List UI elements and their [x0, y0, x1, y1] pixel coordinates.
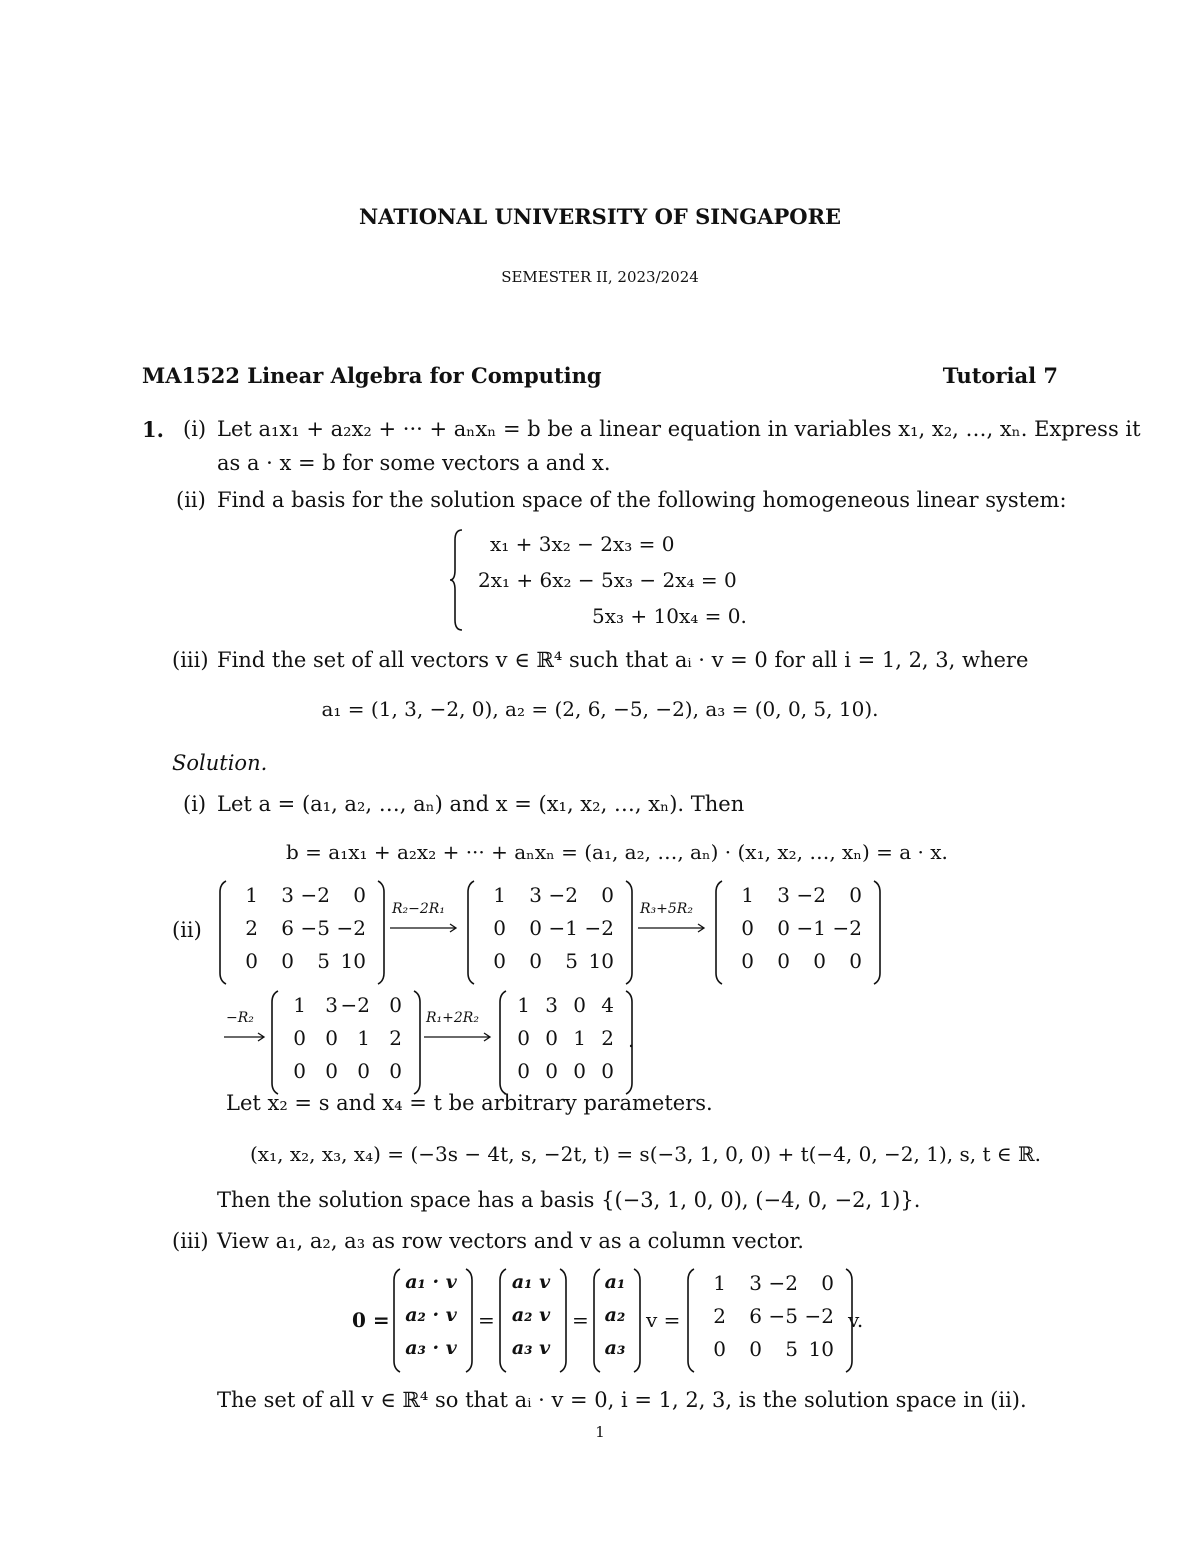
- matrix-step-2-entry: 0: [849, 949, 862, 973]
- matrix-a-entry: −2: [300, 883, 330, 907]
- equals-sign-2: =: [572, 1308, 589, 1332]
- matrix-step-1-entry: −2: [548, 883, 578, 907]
- op-neg-r2-arrow: [224, 1032, 266, 1042]
- tutorial-label: Tutorial 7: [942, 363, 1058, 388]
- matrix-step-3-entry: 1: [293, 993, 306, 1017]
- op-r3-plus-5r2-arrow: [638, 923, 706, 933]
- matrix-a-entry: 0: [245, 949, 258, 973]
- coefficient-matrix-entry: 3: [749, 1271, 762, 1295]
- matrix-step-3-entry: 0: [293, 1059, 306, 1083]
- dot-column-entry: a₃ · v: [405, 1337, 457, 1359]
- parameter-text: Let x₂ = s and x₄ = t be arbitrary parameters.: [226, 1091, 713, 1115]
- matrix-step-1-entry: 0: [493, 949, 506, 973]
- coefficient-matrix-entry: −2: [768, 1271, 798, 1295]
- solution-part-i-label: (i): [183, 792, 207, 816]
- matrix-step-3-entry: 0: [325, 1059, 338, 1083]
- page-number: 1: [595, 1423, 605, 1441]
- matrix-a-entry: 0: [353, 883, 366, 907]
- matrix-step-3-entry: 0: [357, 1059, 370, 1083]
- question-part-ii-text: Find a basis for the solution space of the following homogeneous linear system:: [217, 488, 1067, 512]
- matrix-rref-entry: 0: [517, 1026, 530, 1050]
- conclusion-text: The set of all v ∈ ℝ⁴ so that aᵢ · v = 0, i = 1, 2, 3, is the solution space in (ii).: [217, 1388, 1027, 1412]
- row-vector-column-entry: a₂: [604, 1304, 626, 1326]
- row-vector-column-right-bracket: [632, 1268, 642, 1373]
- question-part-iii-label: (iii): [172, 648, 209, 672]
- matrix-a-entry: 2: [245, 916, 258, 940]
- op-r3-plus-5r2-label: R₃+5R₂: [640, 901, 693, 917]
- matrix-step-3-right-bracket: [412, 990, 422, 1095]
- coefficient-matrix-entry: 10: [808, 1337, 834, 1361]
- matrix-step-2-entry: −1: [796, 916, 826, 940]
- solution-part-iii-label: (iii): [172, 1229, 209, 1253]
- matrix-step-1-entry: 3: [529, 883, 542, 907]
- question-part-ii-label: (ii): [176, 488, 206, 512]
- university-title: NATIONAL UNIVERSITY OF SINGAPORE: [358, 204, 842, 229]
- matrix-a-entry: 10: [340, 949, 366, 973]
- op-neg-r2-label: −R₂: [226, 1010, 254, 1026]
- matrix-step-2-entry: 3: [777, 883, 790, 907]
- coefficient-matrix-entry: −2: [804, 1304, 834, 1328]
- matrix-a-entry: 3: [281, 883, 294, 907]
- solution-part-i-equation: b = a₁x₁ + a₂x₂ + ··· + aₙxₙ = (a₁, a₂, …, aₙ) · (x₁, x₂, …, xₙ) = a · x.: [286, 840, 948, 864]
- coefficient-matrix-entry: 1: [713, 1271, 726, 1295]
- zero-vector-lhs: 0 =: [352, 1308, 390, 1332]
- matrix-step-2-entry: −2: [796, 883, 826, 907]
- matrix-a-entry: 0: [281, 949, 294, 973]
- product-column-entry: a₂ v: [511, 1304, 551, 1326]
- matrix-rref-entry: 0: [517, 1059, 530, 1083]
- matrix-step-2-right-bracket: [872, 880, 882, 985]
- op-r1-plus-2r2-label: R₁+2R₂: [426, 1010, 479, 1026]
- basis-statement: Then the solution space has a basis {(−3, 1, 0, 0), (−4, 0, −2, 1)}.: [217, 1188, 921, 1212]
- matrix-step-2-entry: 0: [813, 949, 826, 973]
- matrix-rref-entry: 2: [601, 1026, 614, 1050]
- matrix-step-1-entry: 0: [529, 916, 542, 940]
- question-part-i-text: Let a₁x₁ + a₂x₂ + ··· + aₙxₙ = b be a linear equation in variables x₁, x₂, …, xₙ. Express it: [217, 417, 1141, 441]
- matrix-rref-entry: 0: [573, 993, 586, 1017]
- solution-part-ii-label: (ii): [172, 918, 202, 942]
- v-equals: v =: [646, 1308, 681, 1332]
- solution-heading: Solution.: [172, 751, 268, 775]
- matrix-step-3-entry: 3: [325, 993, 338, 1017]
- matrix-rref-entry: 1: [573, 1026, 586, 1050]
- matrix-a-entry: 1: [245, 883, 258, 907]
- matrix-step-2-entry: 0: [849, 883, 862, 907]
- solution-part-iii-text: View a₁, a₂, a₃ as row vectors and v as a column vector.: [217, 1229, 804, 1253]
- matrix-a-entry: −2: [336, 916, 366, 940]
- coefficient-matrix-entry: 0: [713, 1337, 726, 1361]
- coefficient-matrix-entry: 0: [749, 1337, 762, 1361]
- op-r2-minus-2r1-arrow: [390, 923, 458, 933]
- question-part-i-label: (i): [183, 417, 207, 441]
- matrix-step-1-entry: 5: [565, 949, 578, 973]
- matrix-step-3-entry: 0: [389, 993, 402, 1017]
- matrix-step-3-entry: 1: [357, 1026, 370, 1050]
- matrix-step-1-entry: 1: [493, 883, 506, 907]
- op-r1-plus-2r2-arrow: [424, 1032, 492, 1042]
- coefficient-matrix-entry: 0: [821, 1271, 834, 1295]
- solution-part-i-text: Let a = (a₁, a₂, …, aₙ) and x = (x₁, x₂, …, xₙ). Then: [217, 792, 745, 816]
- matrix-a-entry: 6: [281, 916, 294, 940]
- coefficient-matrix-entry: −5: [768, 1304, 798, 1328]
- matrix-step-1-entry: −1: [548, 916, 578, 940]
- semester-line: SEMESTER II, 2023/2024: [501, 268, 699, 286]
- matrix-step-2-entry: 0: [741, 916, 754, 940]
- matrix-a-right-bracket: [376, 880, 386, 985]
- matrix-step-2-entry: 0: [777, 916, 790, 940]
- system-equation-3: 5x₃ + 10x₄ = 0.: [592, 604, 747, 628]
- matrix-step-3-entry: 0: [325, 1026, 338, 1050]
- matrix-rref-entry: 1: [517, 993, 530, 1017]
- course-title: MA1522 Linear Algebra for Computing: [142, 363, 602, 388]
- matrix-a-entry: 5: [317, 949, 330, 973]
- matrix-rref-entry: 4: [601, 993, 614, 1017]
- matrix-step-1-entry: 0: [601, 883, 614, 907]
- product-column-entry: a₁ v: [511, 1271, 551, 1293]
- matrix-a-entry: −5: [300, 916, 330, 940]
- given-vectors: a₁ = (1, 3, −2, 0), a₂ = (2, 6, −5, −2), a₃ = (0, 0, 5, 10).: [321, 697, 879, 721]
- matrix-rref-entry: 0: [601, 1059, 614, 1083]
- matrix-step-2-entry: 0: [741, 949, 754, 973]
- question-part-iii-text: Find the set of all vectors v ∈ ℝ⁴ such that aᵢ · v = 0 for all i = 1, 2, 3, where: [217, 648, 1029, 672]
- question-part-i-text-2: as a · x = b for some vectors a and x.: [217, 451, 611, 475]
- coefficient-matrix-entry: 2: [713, 1304, 726, 1328]
- v-vector-end: v.: [848, 1308, 864, 1332]
- product-column-entry: a₃ v: [511, 1337, 551, 1359]
- matrix-step-1-right-bracket: [624, 880, 634, 985]
- dot-column-right-bracket: [464, 1268, 474, 1373]
- matrix-step-3-entry: −2: [340, 993, 370, 1017]
- matrix-rref-entry: 0: [545, 1059, 558, 1083]
- product-column-right-bracket: [558, 1268, 568, 1373]
- coefficient-matrix-entry: 5: [785, 1337, 798, 1361]
- equals-sign-1: =: [478, 1308, 495, 1332]
- matrix-rref-entry: 0: [545, 1026, 558, 1050]
- dot-column-entry: a₁ · v: [405, 1271, 457, 1293]
- row-vector-column-entry: a₃: [604, 1337, 626, 1359]
- matrix-step-3-entry: 0: [293, 1026, 306, 1050]
- system-equation-2: 2x₁ + 6x₂ − 5x₃ − 2x₄ = 0: [478, 568, 737, 592]
- row-vector-column-entry: a₁: [604, 1271, 626, 1293]
- system-brace: [448, 528, 468, 633]
- matrix-step-1-entry: −2: [584, 916, 614, 940]
- matrix-step-1-entry: 0: [493, 916, 506, 940]
- matrix-step-2-entry: −2: [832, 916, 862, 940]
- matrix-rref-entry: 0: [573, 1059, 586, 1083]
- parametric-solution: (x₁, x₂, x₃, x₄) = (−3s − 4t, s, −2t, t) = s(−3, 1, 0, 0) + t(−4, 0, −2, 1), s, t ∈ ℝ.: [250, 1142, 1042, 1166]
- op-r2-minus-2r1-label: R₂−2R₁: [392, 901, 445, 917]
- matrix-step-1-entry: 10: [588, 949, 614, 973]
- matrix-step-2-entry: 1: [741, 883, 754, 907]
- rref-period: .: [628, 1028, 635, 1052]
- matrix-step-3-entry: 0: [389, 1059, 402, 1083]
- question-number: 1.: [142, 417, 164, 442]
- matrix-step-1-entry: 0: [529, 949, 542, 973]
- matrix-step-3-entry: 2: [389, 1026, 402, 1050]
- coefficient-matrix-entry: 6: [749, 1304, 762, 1328]
- dot-column-entry: a₂ · v: [405, 1304, 457, 1326]
- matrix-rref-entry: 3: [545, 993, 558, 1017]
- system-equation-1: x₁ + 3x₂ − 2x₃ = 0: [490, 532, 675, 556]
- matrix-step-2-entry: 0: [777, 949, 790, 973]
